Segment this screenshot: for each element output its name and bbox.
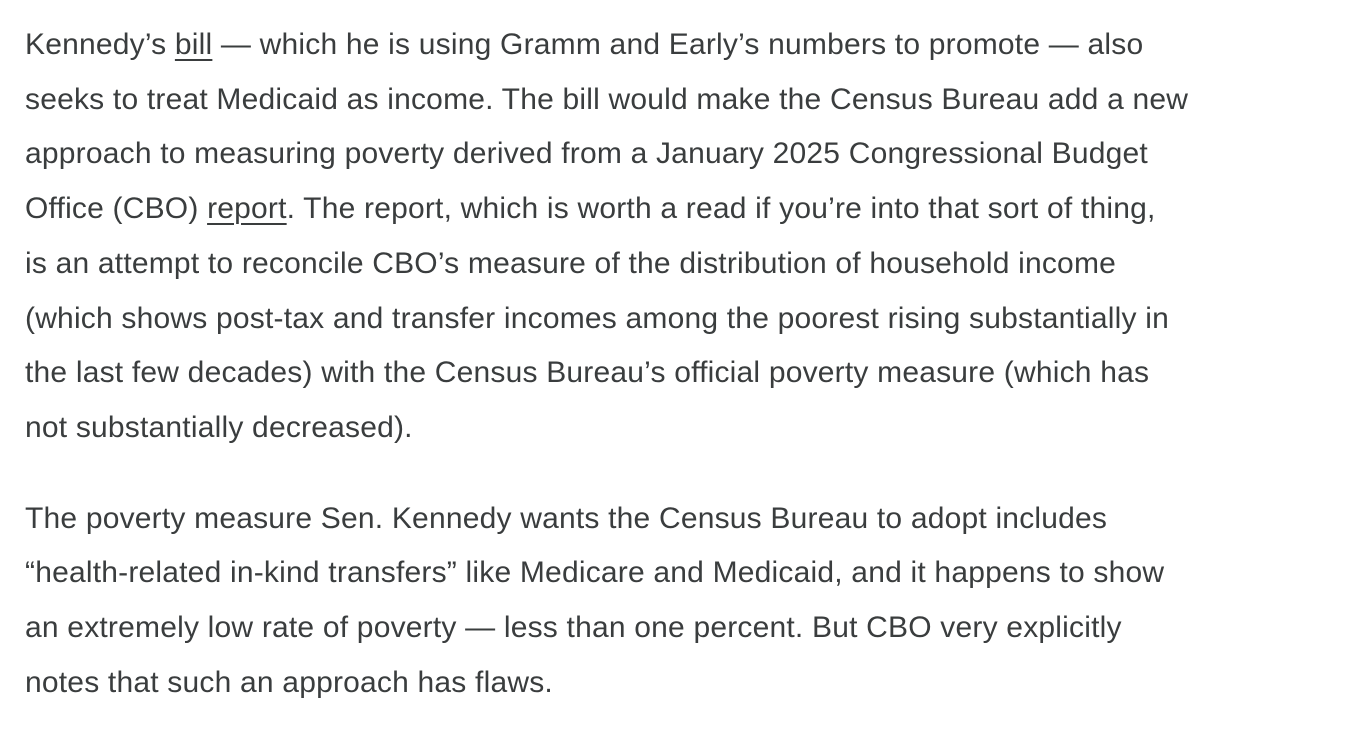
text-line bbox=[25, 18, 1323, 73]
text-line bbox=[25, 127, 1323, 182]
text-line bbox=[25, 292, 1323, 347]
text-line bbox=[25, 401, 1323, 456]
text-run: (which shows post-tax and transfer incomes among the poorest rising substantially in bbox=[25, 301, 1170, 335]
text-run: The poverty measure Sen. Kennedy wants the Census Bureau to adopt includes bbox=[25, 501, 1108, 535]
text-run: seeks to treat Medicaid as income. The bill would make the Census Bureau add a new bbox=[25, 82, 1189, 116]
text-run: Kennedy’s bbox=[25, 28, 175, 61]
text-line bbox=[25, 346, 1323, 401]
text-run: not substantially decreased). bbox=[25, 410, 413, 444]
text-run: is an attempt to reconcile CBO’s measure of the distribution of household income bbox=[25, 246, 1117, 280]
text-run: Office (CBO) bbox=[25, 192, 208, 226]
text-run: approach to measuring poverty derived from a January 2025 Congressional Budget bbox=[25, 137, 1148, 171]
text-run: an extremely low rate of poverty — less than one percent. But CBO very explicitly bbox=[25, 611, 1122, 645]
bill-link[interactable]: bill bbox=[174, 28, 213, 61]
text-run: “health-related in-kind transfers” like Medicare and Medicaid, and it happens to show bbox=[25, 556, 1165, 590]
text-line bbox=[25, 182, 1323, 237]
text-line bbox=[25, 546, 1323, 601]
text-line bbox=[25, 601, 1323, 656]
paragraphs-container bbox=[25, 18, 1323, 710]
paragraph bbox=[25, 492, 1323, 711]
text-run: — which he is using Gramm and Early’s numbers to promote — also bbox=[212, 28, 1144, 61]
text-run: notes that such an approach has flaws. bbox=[25, 665, 553, 699]
text-line bbox=[25, 73, 1323, 128]
text-line bbox=[25, 656, 1323, 711]
text-run: . The report, which is worth a read if you’re into that sort of thing, bbox=[286, 192, 1156, 226]
report-link[interactable]: report bbox=[207, 192, 287, 226]
text-line bbox=[25, 237, 1323, 292]
text-run: the last few decades) with the Census Bureau’s official poverty measure (which has bbox=[25, 356, 1150, 390]
text-line bbox=[25, 492, 1323, 547]
paragraph bbox=[25, 18, 1323, 456]
